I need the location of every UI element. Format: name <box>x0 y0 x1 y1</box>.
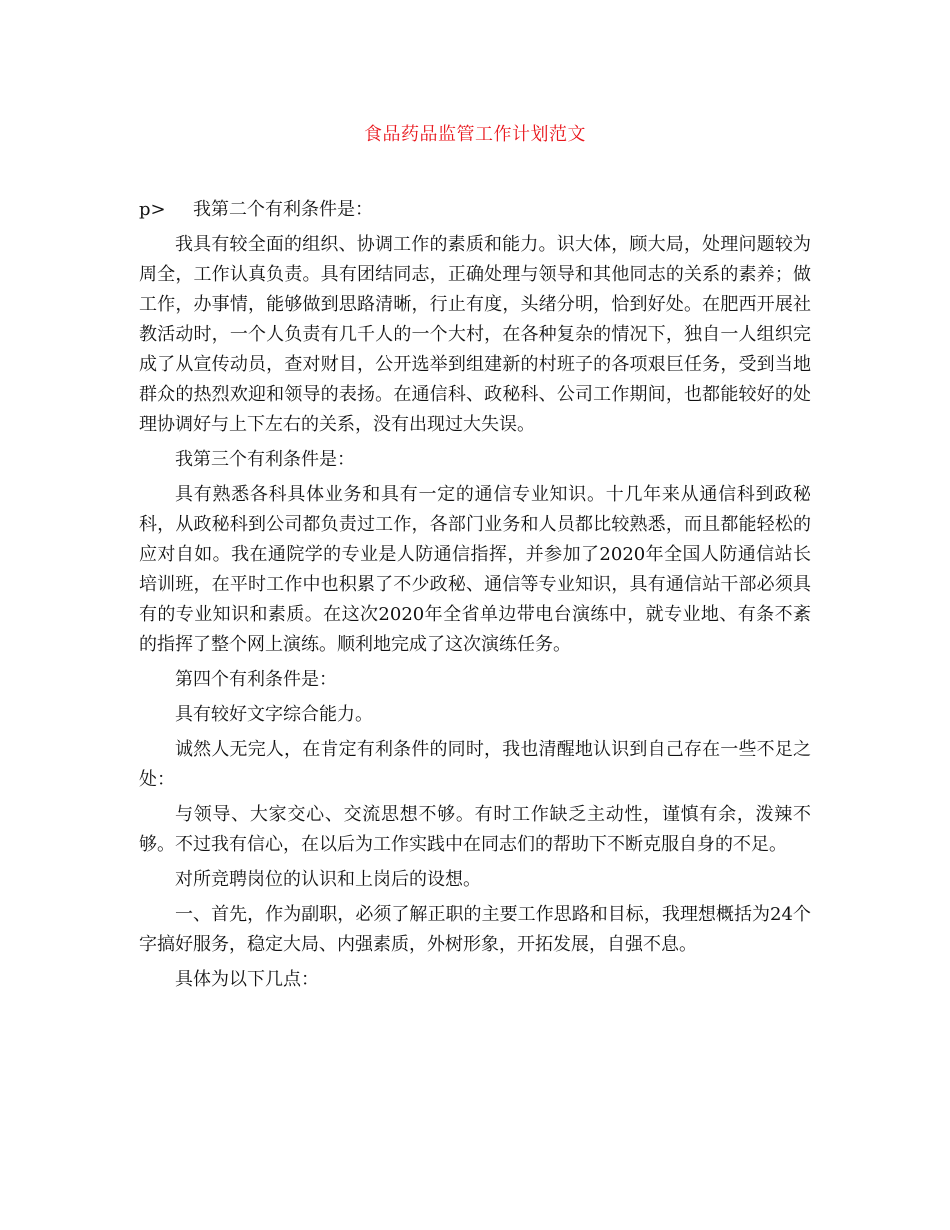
paragraph-heading-four: 第四个有利条件是： <box>175 669 337 690</box>
paragraph-heading-three: 我第三个有利条件是： <box>175 449 355 470</box>
paragraph: 具有熟悉各科具体业务和具有一定的通信专业知识。十几年来从通信科到政秘科，从政秘科到公司都负责过工作，各部门业务和人员都比较熟悉，而且都能轻松的应对自如。我在通院学的专业是人防通信指挥，并参加了2020年全国人防通信站长培训班，在平时工作中也积累了不少政秘、通信等专业知识，具有通信站干部必须具有的专业知识和素质。在这次2020年全省单边带电台演练中，就专业地、有条不紊的指挥了整个网上演练。顺利地完成了这次演练任务。 <box>139 484 811 655</box>
paragraph: 一、首先，作为副职，必须了解正职的主要工作思路和目标，我理想概括为24个字搞好服务，稳定大局、内强素质，外树形象，开拓发展，自强不息。 <box>139 904 811 955</box>
stray-markup-fragment: p> <box>139 199 166 220</box>
paragraph: 具体为以下几点： <box>175 969 319 990</box>
paragraph: 具有较好文字综合能力。 <box>175 704 373 725</box>
paragraph-heading-two <box>139 195 811 225</box>
paragraph: 我具有较全面的组织、协调工作的素质和能力。识大体，顾大局，处理问题较为周全，工作认真负责。具有团结同志，正确处理与领导和其他同志的关系的素养；做工作，办事情，能够做到思路清晰，行止有度，头绪分明，恰到好处。在肥西开展社教活动时，一个人负责有几千人的一个大村，在各种复杂的情况下，独自一人组织完成了从宣传动员，查对财目，公开选举到组建新的村班子的各项艰巨任务，受到当地群众的热烈欢迎和领导的表扬。在通信科、政秘科、公司工作期间，也都能较好的处理协调好与上下左右的关系，没有出现过大失误。 <box>139 234 811 435</box>
document-body <box>139 195 811 1000</box>
paragraph-text: 我第二个有利条件是： <box>193 199 373 220</box>
paragraph: 诚然人无完人，在肯定有利条件的同时，我也清醒地认识到自己存在一些不足之处： <box>139 739 811 790</box>
paragraph: 对所竞聘岗位的认识和上岗后的设想。 <box>175 869 481 890</box>
document-title: 食品药品监管工作计划范文 <box>364 124 586 145</box>
paragraph: 与领导、大家交心、交流思想不够。有时工作缺乏主动性，谨慎有余，泼辣不够。不过我有信心，在以后为工作实践中在同志们的帮助下不断克服自身的不足。 <box>139 804 811 855</box>
